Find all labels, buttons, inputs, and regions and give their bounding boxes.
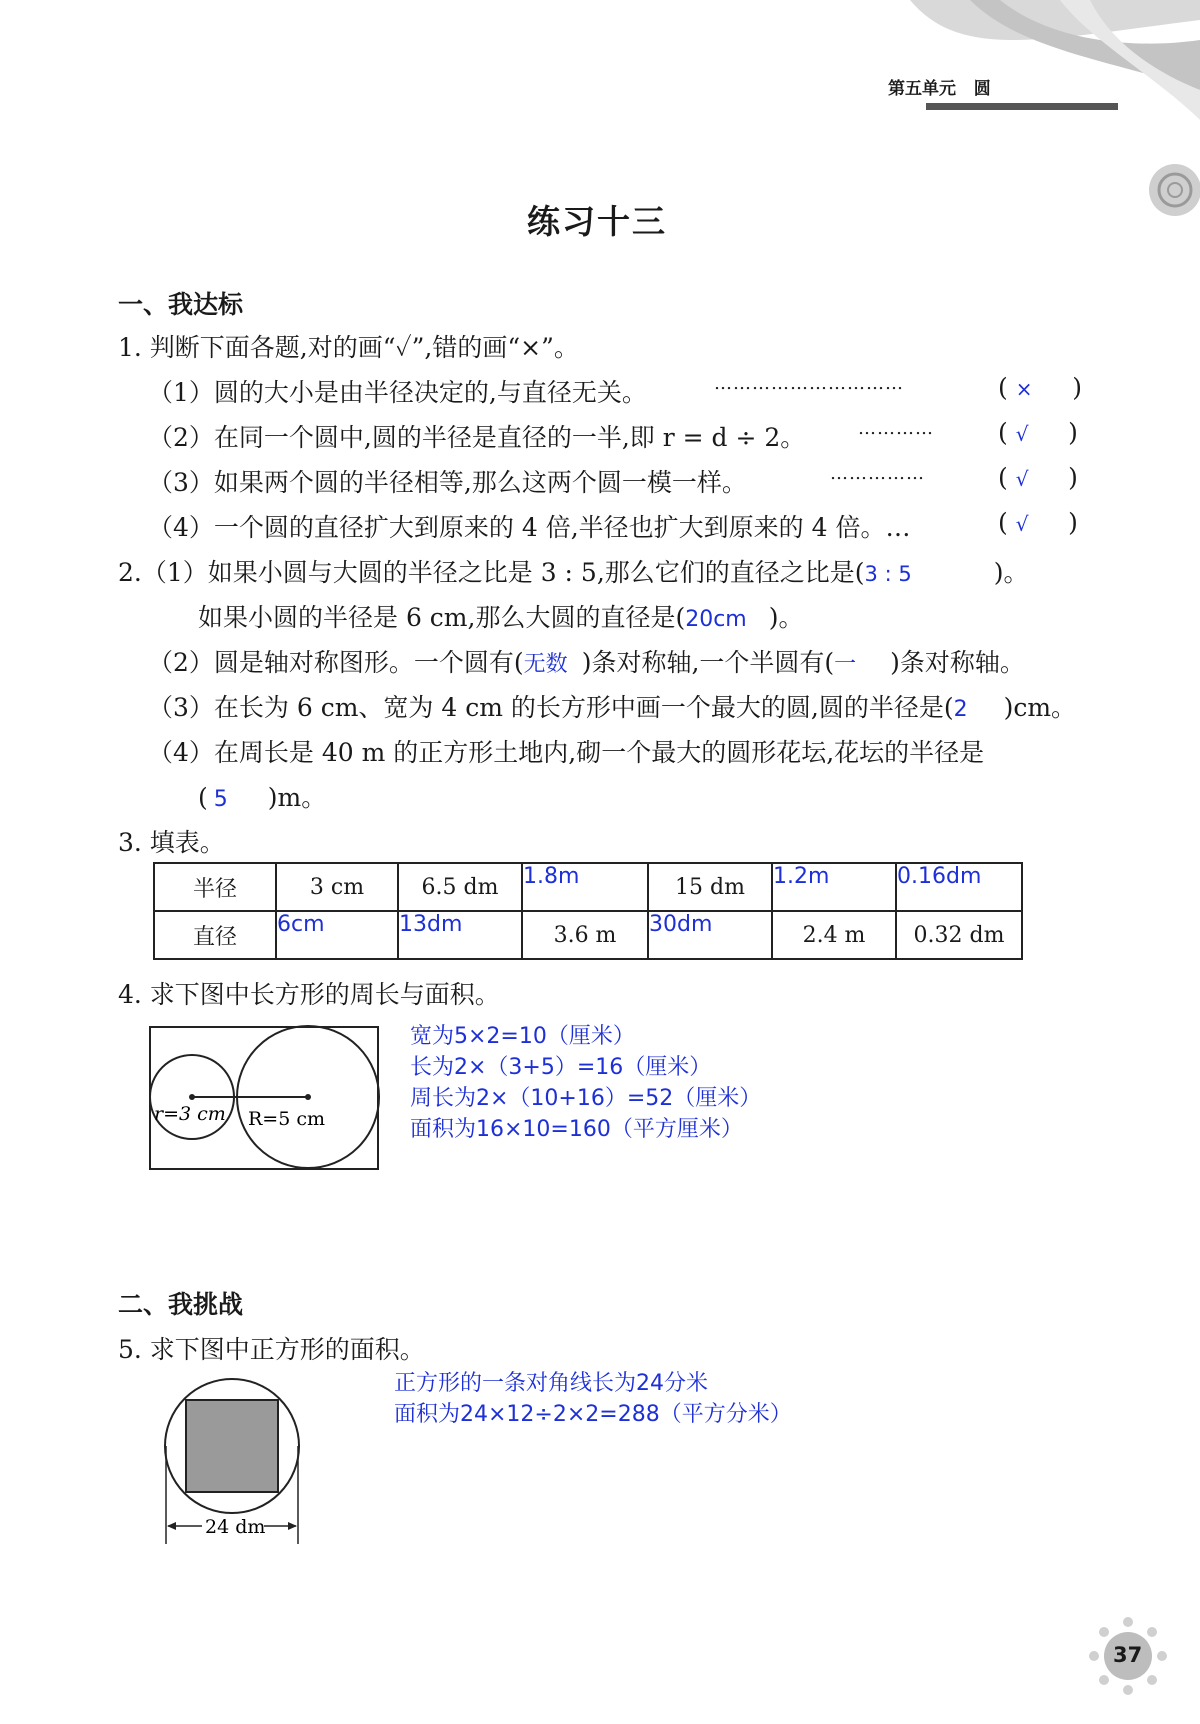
table-cell: 3.6 m [522,911,648,959]
q2-l1-text: 2.（1）如果小圆与大圆的半径之比是 3 : 5,那么它们的直径之比是( [118,558,865,587]
q2-answer-2: 20cm [685,607,747,632]
q1-item-3-dots: …………… [830,463,925,484]
unit-header [888,74,991,99]
q1-item-2-text: （2）在同一个圆中,圆的半径是直径的一半,即 r = d ÷ 2。 [148,423,806,452]
q1-item-2 [148,418,805,454]
table-cell-answer: 30dm [648,911,772,959]
q1-item-4-answer: √ [1015,512,1029,536]
fig-large-radius-label: R=5 cm [248,1108,326,1130]
table-cell: 6.5 dm [398,863,522,911]
section-2-heading: 二、我挑战 [118,1290,244,1319]
q1-item-1-dots: ………………………… [714,373,904,394]
q2-l4: （3）在长为 6 cm、宽为 4 cm 的长方形中画一个最大的圆,圆的半径是( [148,693,954,722]
q2-l3c: )条对称轴。 [890,648,1025,677]
table-cell-answer: 1.8m [522,863,648,911]
table-cell-answer: 6cm [276,911,398,959]
table-cell: 0.32 dm [896,911,1022,959]
q2-line-2 [198,598,804,634]
table-row-radius [154,863,1022,911]
q2-answer-6: 5 [213,787,228,812]
q1-item-3 [148,463,747,499]
q2-answer-1: 3 : 5 [864,562,912,586]
page-number: 37 [1113,1643,1143,1667]
q2-l3a: （2）圆是轴对称图形。一个圆有( [148,648,524,677]
row-label-diameter: 直径 [154,911,276,959]
q2-l3b: )条对称轴,一个半圆有( [581,648,835,677]
table-cell-answer: 0.16dm [896,863,1022,911]
section-1-heading: 一、我达标 [118,290,244,319]
q3-stem: 3. 填表。 [118,828,225,857]
q5-solution [394,1368,792,1430]
q1-item-2-paren: ( √ ) [998,418,1078,447]
page-title: 练习十三 [527,202,667,241]
unit-label: 第五单元 [888,79,956,99]
header-decoration [880,0,1200,240]
q2-line-6 [198,778,326,814]
circle-square-figure [160,1374,310,1550]
q2-l1-end: )。 [993,558,1029,587]
q2-l4-end: )cm。 [1003,693,1077,722]
q4-note-2: 长为2×（3+5）=16（厘米） [410,1055,712,1080]
q1-item-2-dots: ………… [858,418,934,439]
q5-stem: 5. 求下图中正方形的面积。 [118,1335,425,1364]
q2-line-5: （4）在周长是 40 m 的正方形土地内,砌一个最大的圆形花坛,花坛的半径是 [148,738,985,767]
q2-l6a: ( [198,783,208,812]
q4-solution [410,1021,761,1145]
q2-l2-end: )。 [768,603,804,632]
q2-l6b: )m。 [267,783,327,812]
q1-item-3-answer: √ [1015,467,1029,491]
row-label-radius: 半径 [154,863,276,911]
table-cell: 3 cm [276,863,398,911]
q2-answer-3: 无数 [523,652,568,677]
q2-line-4 [148,688,1076,724]
q2-line-3 [148,643,1025,679]
q2-l2-text: 如果小圆的半径是 6 cm,那么大圆的直径是( [198,603,686,632]
fill-table [153,862,1023,960]
rectangle-circles-figure [148,1024,382,1172]
q2-line-1 [118,553,1028,589]
table-cell: 2.4 m [772,911,896,959]
q5-note-2: 面积为24×12÷2×2=288（平方分米） [394,1402,792,1427]
q1-item-1 [148,373,647,409]
table-cell-answer: 13dm [398,911,522,959]
q4-stem: 4. 求下图中长方形的周长与面积。 [118,980,500,1009]
table-cell: 15 dm [648,863,772,911]
unit-topic: 圆 [973,79,991,99]
q4-note-4: 面积为16×10=160（平方厘米） [410,1117,743,1142]
q1-stem: 1. 判断下面各题,对的画“✓”,错的画“×”。 [118,333,579,362]
q4-note-3: 周长为2×（10+16）=52（厘米） [410,1086,762,1111]
q1-item-4 [148,508,910,544]
q1-item-1-paren: ( × ) [998,373,1082,402]
q1-item-2-answer: √ [1015,422,1029,446]
q1-item-1-answer: × [1015,377,1033,401]
table-cell-answer: 1.2m [772,863,896,911]
q1-item-4-paren: ( √ ) [998,508,1078,537]
q4-note-1: 宽为5×2=10（厘米） [410,1024,635,1049]
q1-item-4-text: （4）一个圆的直径扩大到原来的 4 倍,半径也扩大到原来的 4 倍。… [148,513,911,542]
fig-small-radius-label: r=3 cm [154,1103,226,1125]
q2-answer-4: 一 [834,652,857,677]
q1-item-3-paren: ( √ ) [998,463,1078,492]
header-rule [926,103,1118,110]
table-row-diameter [154,911,1022,959]
q2-answer-5: 2 [953,697,968,722]
q5-note-1: 正方形的一条对角线长为24分米 [394,1371,708,1396]
q1-item-3-text: （3）如果两个圆的半径相等,那么这两个圆一模一样。 [148,468,747,497]
q1-item-1-text: （1）圆的大小是由半径决定的,与直径无关。 [148,378,647,407]
fig-diameter-label: 24 dm [205,1516,266,1538]
